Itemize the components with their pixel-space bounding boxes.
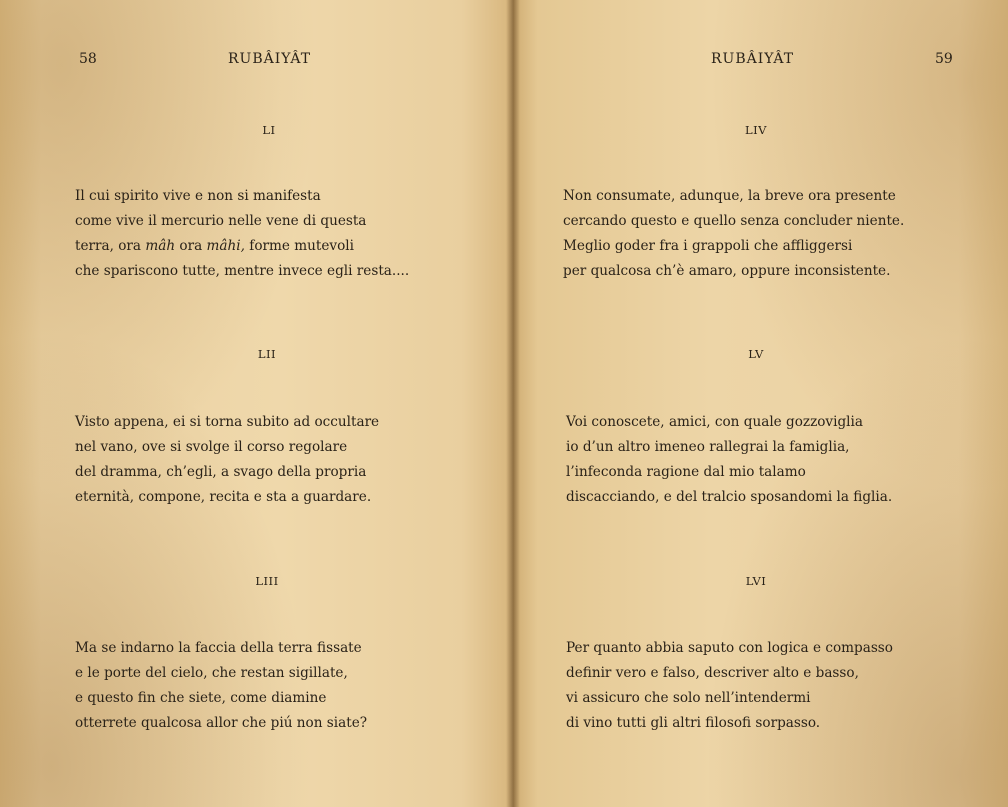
verse-line: otterrete qualcosa allor che piú non siate?	[75, 715, 368, 731]
verse-line: Non consumate, adunque, la breve ora presente	[563, 188, 896, 204]
stanza	[75, 184, 409, 284]
verse-line: Visto appena, ei si torna subito ad occultare	[75, 414, 380, 430]
stanza	[566, 636, 893, 736]
verse-text: forme mutevoli	[244, 238, 354, 254]
verse-line: discacciando, e del tralcio sposandomi la figlia.	[566, 489, 893, 505]
verse-italic-word: mâhi,	[206, 238, 245, 254]
stanza	[75, 636, 367, 736]
verse-line: di vino tutti gli altri filosofi sorpasso.	[566, 715, 821, 731]
stanza	[75, 410, 379, 510]
running-head: RUBÂIYÂT	[228, 51, 312, 67]
stanza	[566, 410, 892, 510]
verse-line: eternità, compone, recita e sta a guardare.	[75, 489, 372, 505]
book-gutter	[506, 0, 520, 807]
verse-text: ora	[175, 238, 207, 254]
page-number: 58	[79, 51, 97, 67]
verse-line: del dramma, ch’egli, a svago della propria	[75, 464, 367, 480]
stanza-numeral: LV	[748, 347, 764, 361]
stanza-numeral: LIII	[255, 574, 279, 588]
verse-italic-word: mâh	[145, 238, 176, 254]
stanza-numeral: LIV	[745, 123, 767, 137]
right-page	[513, 0, 1008, 807]
running-head: RUBÂIYÂT	[711, 51, 795, 67]
verse-line: nel vano, ove si svolge il corso regolare	[75, 439, 348, 455]
verse-line: e questo fin che siete, come diamine	[75, 690, 327, 706]
page-number: 59	[935, 51, 953, 67]
verse-line: come vive il mercurio nelle vene di questa	[75, 213, 367, 229]
verse-line: che spariscono tutte, mentre invece egli resta....	[75, 263, 410, 279]
verse-line: Il cui spirito vive e non si manifesta	[75, 188, 321, 204]
verse-line: Per quanto abbia saputo con logica e compasso	[566, 640, 893, 656]
verse-line: io d’un altro imeneo rallegrai la famiglia,	[566, 439, 850, 455]
verse-line: Ma se indarno la faccia della terra fissate	[75, 640, 362, 656]
verse-line: e le porte del cielo, che restan sigillate,	[75, 665, 348, 681]
stanza-numeral: LI	[262, 123, 276, 137]
verse-text: terra, ora	[75, 238, 146, 254]
verse-line: Voi conoscete, amici, con quale gozzoviglia	[566, 414, 863, 430]
stanza-numeral: LII	[257, 347, 277, 361]
verse-line	[75, 234, 409, 259]
verse-line: per qualcosa ch’è amaro, oppure inconsistente.	[563, 263, 891, 279]
verse-line: l’infeconda ragione dal mio talamo	[566, 464, 806, 480]
stanza-numeral: LVI	[745, 574, 767, 588]
verse-line: cercando questo e quello senza concluder niente.	[563, 213, 905, 229]
verse-line: vi assicuro che solo nell’intendermi	[566, 690, 811, 706]
verse-line: Meglio goder fra i grappoli che affliggersi	[563, 238, 853, 254]
verse-line: definir vero e falso, descriver alto e basso,	[566, 665, 859, 681]
stanza	[563, 184, 904, 284]
